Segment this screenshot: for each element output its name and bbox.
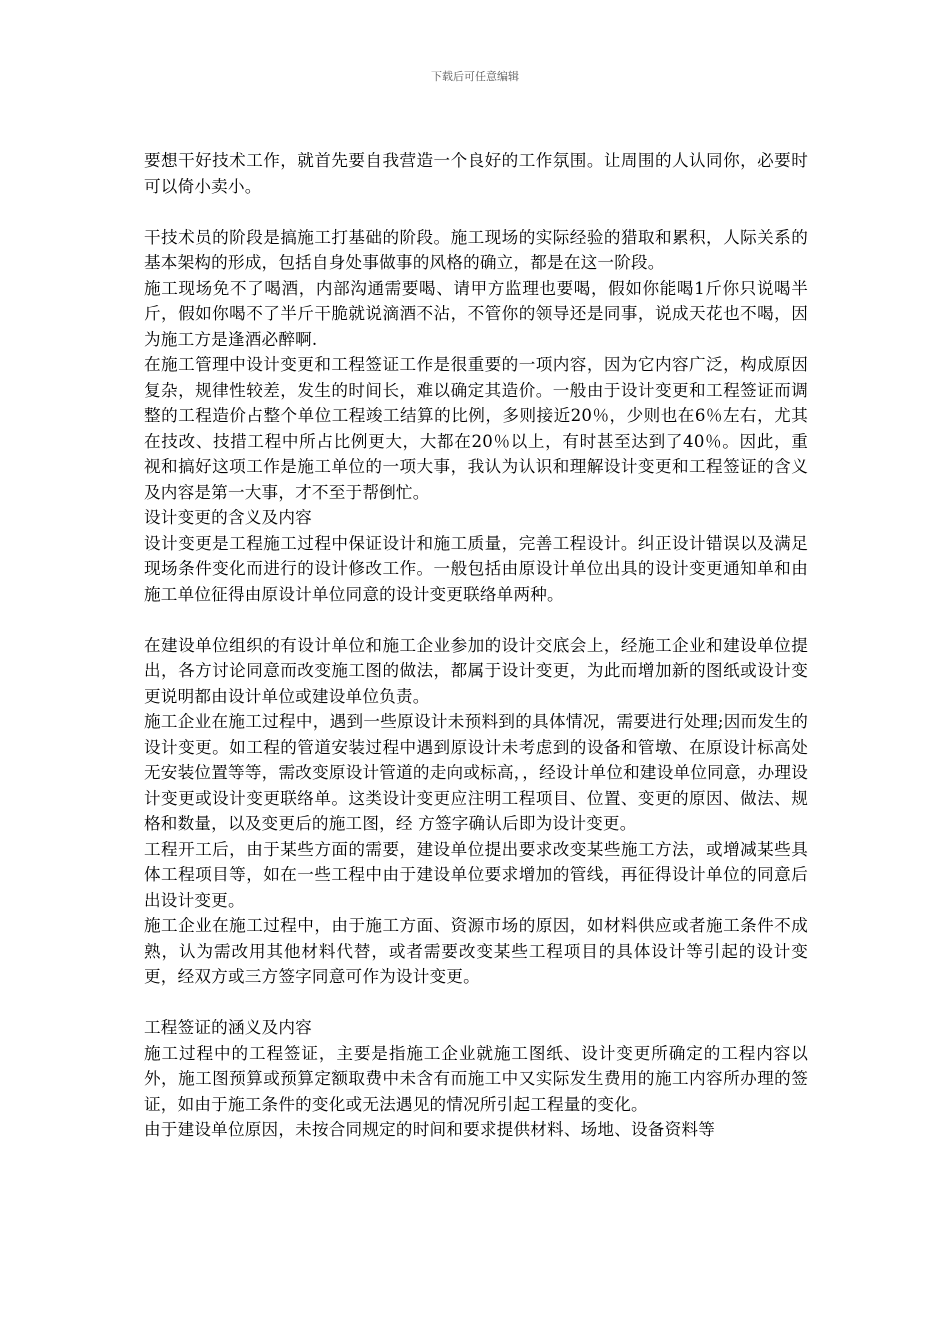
section-heading: 设计变更的含义及内容: [144, 508, 312, 527]
paragraph: 施工企业在施工过程中，遇到一些原设计未预料到的具体情况，需要进行处理;因而发生的设计变更。如工程的管道安装过程中遇到原设计未考虑到的设备和管墩、在原设计标高处无安装位置等等，需改变原设计管道的走向或标高，，经设计单位和建设单位同意，办理设计变更或设计变更联络单。这类设计变更应注明工程项目、位置、变更的原因、做法、规格和数量，以及变更后的施工图，经 方签字确认后即为设计变更。: [144, 712, 808, 833]
paragraph: 要想干好技术工作，就首先要自我营造一个良好的工作氛围。让周围的人认同你，必要时可以倚小卖小。: [144, 151, 808, 196]
section-heading: 工程签证的涵义及内容: [144, 1018, 312, 1037]
paragraph: 设计变更是工程施工过程中保证设计和施工质量，完善工程设计。纠正设计错误以及满足现场条件变化而进行的设计修改工作。一般包括由原设计单位出具的设计变更通知单和由施工单位征得由原设计单位同意的设计变更联络单两种。: [144, 533, 808, 604]
page-header: 下载后可任意编辑: [431, 70, 519, 83]
paragraph: 施工企业在施工过程中，由于施工方面、资源市场的原因，如材料供应或者施工条件不成熟，认为需改用其他材料代替，或者需要改变某些工程项目的具体设计等引起的设计变更，经双方或三方签字同意可作为设计变更。: [144, 916, 808, 986]
paragraph: 在施工管理中设计变更和工程签证工作是很重要的一项内容，因为它内容广泛，构成原因复杂，规律性较差，发生的时间长，难以确定其造价。一般由于设计变更和工程签证而调整的工程造价占整个单位工程竣工结算的比例，多则接近20％，少则也在6％左右，尤其在技改、技措工程中所占比例更大，大都在20％以上，有时甚至达到了40％。因此，重视和搞好这项工作是施工单位的一项大事，我认为认识和理解设计变更和工程签证的含义及内容是第一大事，才不至于帮倒忙。: [144, 355, 808, 502]
paragraph: 在建设单位组织的有设计单位和施工企业参加的设计交底会上，经施工企业和建设单位提出，各方讨论同意而改变施工图的做法，都属于设计变更，为此而增加新的图纸或设计变更说明都由设计单位或建设单位负责。: [144, 635, 808, 706]
paragraph: 工程开工后，由于某些方面的需要，建设单位提出要求改变某些施工方法，或增减某些具体工程项目等，如在一些工程中由于建设单位要求增加的管线，再征得设计单位的同意后出设计变更。: [144, 839, 808, 910]
paragraph: 干技术员的阶段是搞施工打基础的阶段。施工现场的实际经验的猎取和累积，人际关系的基本架构的形成，包括自身处事做事的风格的确立，都是在这一阶段。: [144, 227, 808, 272]
paragraph: 由于建设单位原因，未按合同规定的时间和要求提供材料、场地、设备资料等: [144, 1120, 715, 1139]
paragraph: 施工过程中的工程签证，主要是指施工企业就施工图纸、设计变更所确定的工程内容以外，施工图预算或预算定额取费中未含有而施工中又实际发生费用的施工内容所办理的签证，如由于施工条件的变化或无法遇见的情况所引起工程量的变化。: [144, 1043, 808, 1114]
document-body: [144, 148, 808, 1143]
paragraph: 施工现场免不了喝酒，内部沟通需要喝、请甲方监理也要喝，假如你能喝1斤你只说喝半斤，假如你喝不了半斤干脆就说滴酒不沾，不管你的领导还是同事，说成天花也不喝，因为施工方是逢酒必醉啊.: [144, 278, 808, 349]
